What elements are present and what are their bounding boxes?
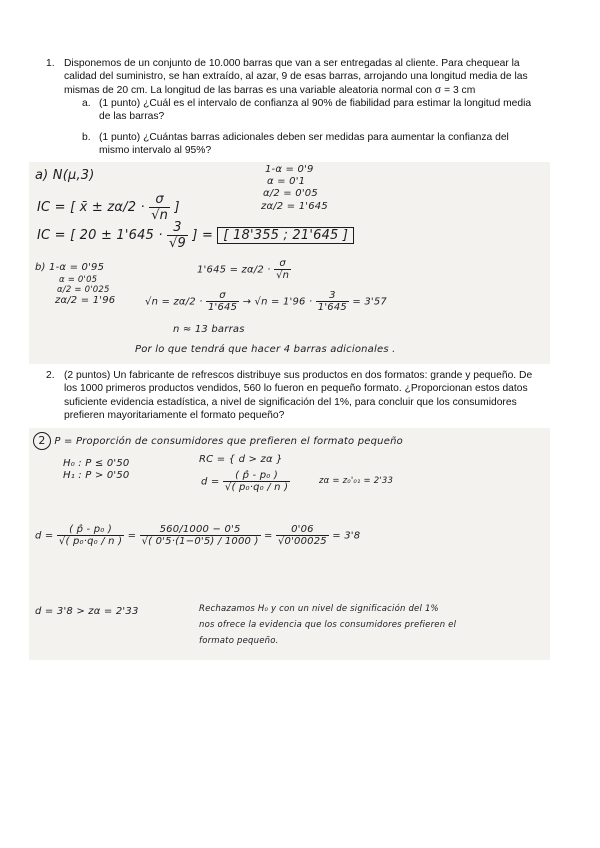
- hw-final-compare: d = 3'8 > zα = 2'33: [35, 606, 139, 617]
- question-1b-label: b.: [82, 132, 91, 143]
- hw-z-value: zα = z₀'₀₁ = 2'33: [319, 476, 394, 486]
- hw-b-alpha: b) 1-α = 0'95: [35, 262, 105, 273]
- hw-h1: H₁ : P > 0'50: [63, 470, 130, 481]
- hw-ic2-prefix: IC = [ 20 ± 1'645 ·: [37, 228, 163, 243]
- question-2-number: 2.: [46, 370, 55, 381]
- question-1-line: mismas de 20 cm. La longitud de las barras es una variable aleatoria normal con σ = 3 cm: [64, 84, 476, 96]
- hw-n-result: n ≈ 13 barras: [173, 324, 245, 335]
- hw-e-num: σ: [274, 258, 291, 270]
- hw-final-text: formato pequeño.: [199, 636, 279, 646]
- hw-calc-fraction3: [276, 524, 329, 547]
- hw-ic-suffix: ]: [174, 200, 180, 215]
- hw-p-definition: [33, 432, 403, 450]
- hw-sq-den2: 1'645: [317, 302, 347, 313]
- hw-calc-lhs: d =: [35, 530, 54, 542]
- hw-calc-result: = 3'8: [332, 530, 361, 542]
- question-1a-line: (1 punto) ¿Cuál es el intervalo de confianza al 90% de fiabilidad para estimar la longitud media: [99, 98, 532, 109]
- hw-calc-den3: √0'00025: [277, 536, 327, 547]
- question-1a-line: de las barras?: [99, 111, 165, 123]
- hw-alpha-line: α/2 = 0'05: [263, 188, 318, 199]
- question-1: [46, 57, 576, 97]
- hw-calc-num3: 0'06: [276, 524, 329, 536]
- question-1-number: 1.: [46, 58, 55, 69]
- question-2-line: suficiente evidencia estadística, a nivel de significación del 1%, para concluir que los consumidores: [64, 396, 517, 408]
- hw-sqrt-n: [145, 290, 387, 313]
- question-1-line: Disponemos de un conjunto de 10.000 barras que van a ser entregadas al cliente. Para chequear la: [64, 58, 520, 69]
- hw-sq-den: 1'645: [207, 302, 238, 313]
- hw-final-text: Rechazamos H₀ y con un nivel de significación del 1%: [199, 604, 439, 614]
- hw-calc-num2: 560/1000 − 0'5: [140, 524, 261, 536]
- hw-d-fraction: [223, 470, 290, 493]
- hw-sq-prefix: √n = zα/2 ·: [145, 296, 203, 308]
- hw-d-lhs: d =: [201, 476, 220, 488]
- question-1a: [82, 97, 582, 124]
- hw-calc-fraction2: [140, 524, 261, 547]
- question-1a-label: a.: [82, 98, 91, 109]
- hw-ic2-suffix: ] =: [192, 228, 214, 243]
- hw-d-calculation: [35, 524, 360, 547]
- answer-2-photo: [29, 428, 550, 660]
- question-1b-line: mismo intervalo al 95%?: [99, 145, 212, 157]
- hw-calc-eq2: =: [263, 530, 273, 542]
- hw-sq-end: = 3'57: [352, 296, 387, 308]
- hw-b-alpha: α/2 = 0'025: [57, 285, 110, 295]
- hw-sq-mid: → √n = 1'96 ·: [242, 296, 313, 308]
- hw-calc-den: √( p₀·q₀ / n ): [58, 536, 123, 547]
- hw-alpha-line: zα/2 = 1'645: [261, 201, 328, 212]
- hw-sq-num2: 3: [316, 290, 349, 302]
- question-2-line: (2 puntos) Un fabricante de refrescos distribuye sus productos en dos formatos: grande y pequeño. De: [64, 370, 533, 381]
- hw-ic-num: σ: [149, 192, 170, 208]
- hw-conclusion-1: Por lo que tendrá que hacer 4 barras adicionales .: [135, 344, 396, 355]
- hw-ic2-fraction: [167, 220, 188, 251]
- hw-p-def-text: P = Proporción de consumidores que prefieren el formato pequeño: [54, 436, 403, 447]
- hw-ic-result: [ 18'355 ; 21'645 ]: [217, 227, 354, 244]
- hw-d-den: √( p₀·q₀ / n ): [224, 482, 289, 493]
- hw-e-fraction: [274, 258, 291, 281]
- hw-ic-formula: [37, 192, 180, 223]
- hw-ic-den: √n: [151, 208, 169, 223]
- hw-ic2-den: √9: [169, 236, 187, 251]
- hw-normal-model: a) N(μ,3): [35, 168, 95, 183]
- hw-h0: H₀ : P ≤ 0'50: [63, 458, 130, 469]
- hw-b-alpha: α = 0'05: [59, 275, 98, 285]
- hw-b-alpha: zα/2 = 1'96: [55, 295, 116, 306]
- hw-sq-fraction2: [316, 290, 349, 313]
- hw-ic-fraction: [149, 192, 170, 223]
- hw-alpha-line: 1-α = 0'9: [265, 164, 314, 175]
- hw-d-num: ( p̂ - p₀ ): [223, 470, 290, 482]
- hw-sq-num: σ: [206, 290, 239, 302]
- question-1-line: calidad del suministro, se han extraído, al azar, 9 de esas barras, arrojando una longitud media de las: [64, 71, 528, 83]
- hw-sq-fraction: [206, 290, 239, 313]
- hw-question-circle: 2: [33, 432, 51, 450]
- question-2-line: los 1000 primeros productos vendidos, 560 lo fueron en pequeño formato. ¿Proporcionan estos datos: [64, 383, 528, 395]
- hw-ic2-num: 3: [167, 220, 188, 236]
- hw-calc-den2: √( 0'5·(1−0'5) / 1000 ): [141, 536, 259, 547]
- question-1b: [82, 131, 582, 158]
- hw-ic-numeric: [37, 220, 354, 251]
- hw-final-text: nos ofrece la evidencia que los consumidores prefieren el: [199, 620, 457, 630]
- hw-rc: RC = { d > zα }: [199, 454, 283, 465]
- hw-d-formula: [201, 470, 290, 493]
- hw-e-den: √n: [276, 270, 290, 281]
- hw-ic-prefix: IC = [ x̄ ± zα/2 ·: [37, 200, 145, 215]
- hw-margin-eq: [197, 258, 291, 281]
- hw-e-prefix: 1'645 = zα/2 ·: [197, 264, 271, 276]
- question-2-line: prefieren mayoritariamente el formato pequeño?: [64, 410, 285, 422]
- hw-calc-num: ( p̂ - p₀ ): [57, 524, 124, 536]
- question-2: [46, 369, 586, 423]
- answer-1-photo: [29, 162, 550, 364]
- hw-alpha-line: α = 0'1: [267, 176, 306, 187]
- question-1b-line: (1 punto) ¿Cuántas barras adicionales deben ser medidas para aumentar la confianza del: [99, 132, 509, 143]
- hw-calc-eq: =: [127, 530, 137, 542]
- hw-calc-fraction: [57, 524, 124, 547]
